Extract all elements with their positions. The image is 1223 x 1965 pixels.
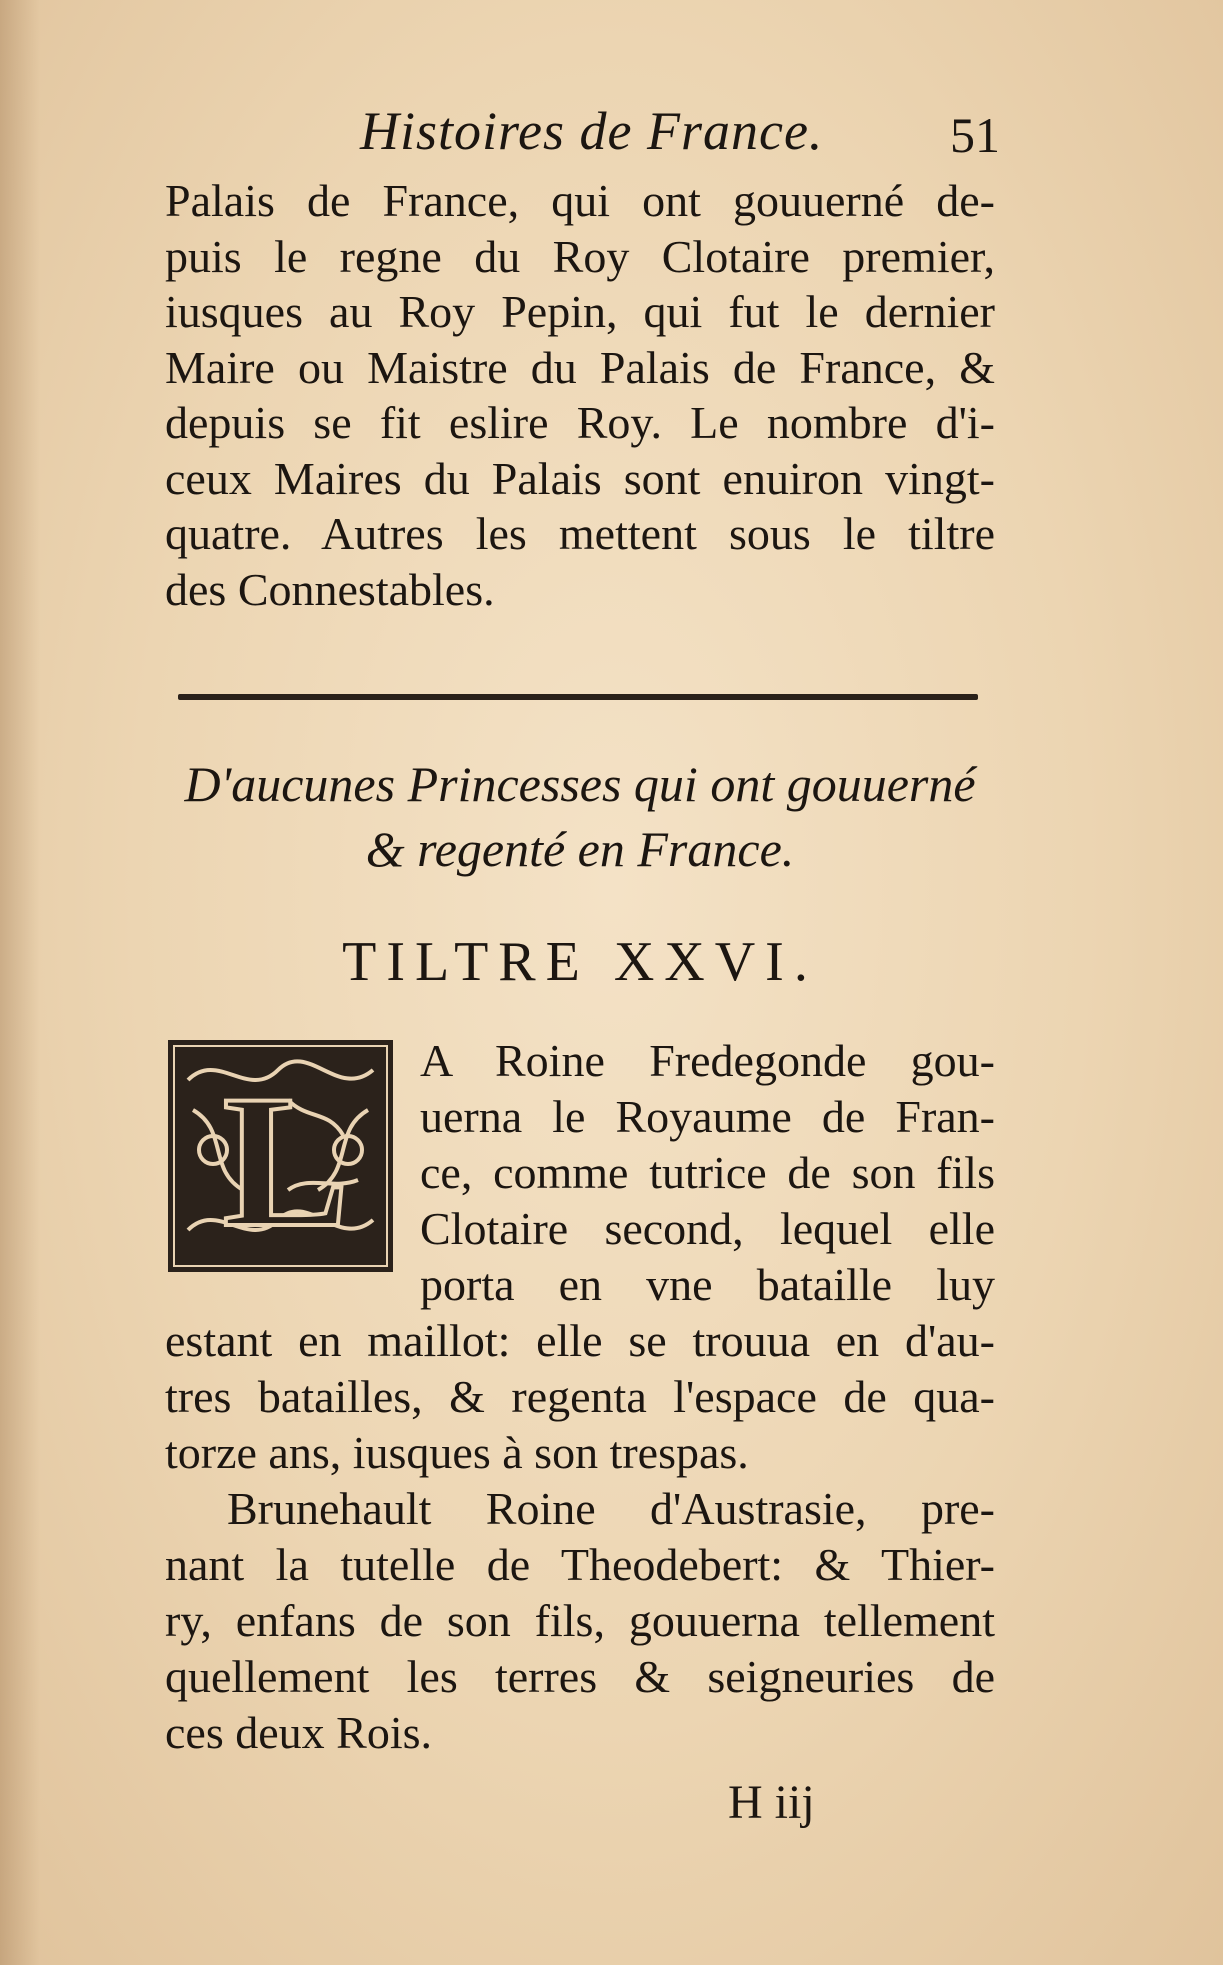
text-line: quellement les terres & seigneuries de [165, 1651, 995, 1702]
paragraph-continuation [165, 173, 995, 617]
text-line: torze ans, iusques à son trespas. [165, 1427, 749, 1478]
text-line: estant en maillot: elle se trouua en d'au- [165, 1315, 995, 1366]
section-divider-rule [178, 694, 978, 700]
text-line: quatre. Autres les mettent sous le tiltre [165, 508, 995, 559]
text-line: ce, comme tutrice de son fils [420, 1147, 995, 1198]
text-line: puis le regne du Roy Clotaire premier, [165, 230, 995, 282]
text-line: A Roine Fredegonde gou- [420, 1035, 995, 1086]
chapter-number: TILTRE XXVI. [342, 931, 818, 993]
chapter-title [150, 752, 1010, 882]
text-line: Maire ou Maistre du Palais de France, & [165, 341, 995, 393]
text-line: Clotaire second, lequel elle [420, 1203, 995, 1254]
indented-paragraph [420, 1033, 995, 1313]
text-line: Palais de France, qui ont gouuerné de- [165, 175, 995, 226]
text-line: porta en vne bataille luy [420, 1259, 995, 1310]
text-line: nant la tutelle de Theodebert: & Thier- [165, 1539, 995, 1590]
text-line: iusques au Roy Pepin, qui fut le dernier [165, 286, 995, 337]
text-line: depuis se fit eslire Roy. Le nombre d'i- [165, 397, 995, 448]
drop-cap-letter: L [222, 1057, 350, 1267]
page-header [360, 100, 1000, 170]
text-line: ces deux Rois. [165, 1707, 433, 1758]
text-line: Brunehault Roine d'Austrasie, pre- [227, 1483, 995, 1534]
text-line: ceux Maires du Palais sont enuiron vingt- [165, 452, 995, 504]
text-line: des Connestables. [165, 563, 495, 615]
text-line: ry, enfans de son fils, gouuerna tellement [165, 1595, 995, 1646]
page-number: 51 [950, 107, 1000, 163]
page-edge-shadow [0, 0, 40, 1965]
running-title: Histoires de France. [360, 101, 824, 161]
ornament-icon [168, 1040, 393, 1272]
paragraph-body [165, 1313, 995, 1761]
chapter-title-line: D'aucunes Princesses qui ont gouuerné [184, 756, 976, 812]
decorated-initial-l [168, 1040, 393, 1272]
text-line: tres batailles, & regenta l'espace de qua- [165, 1371, 995, 1422]
chapter-title-line: & regenté en France. [365, 821, 795, 877]
signature-mark: H iij [728, 1776, 815, 1829]
text-line: uerna le Royaume de Fran- [420, 1091, 995, 1142]
